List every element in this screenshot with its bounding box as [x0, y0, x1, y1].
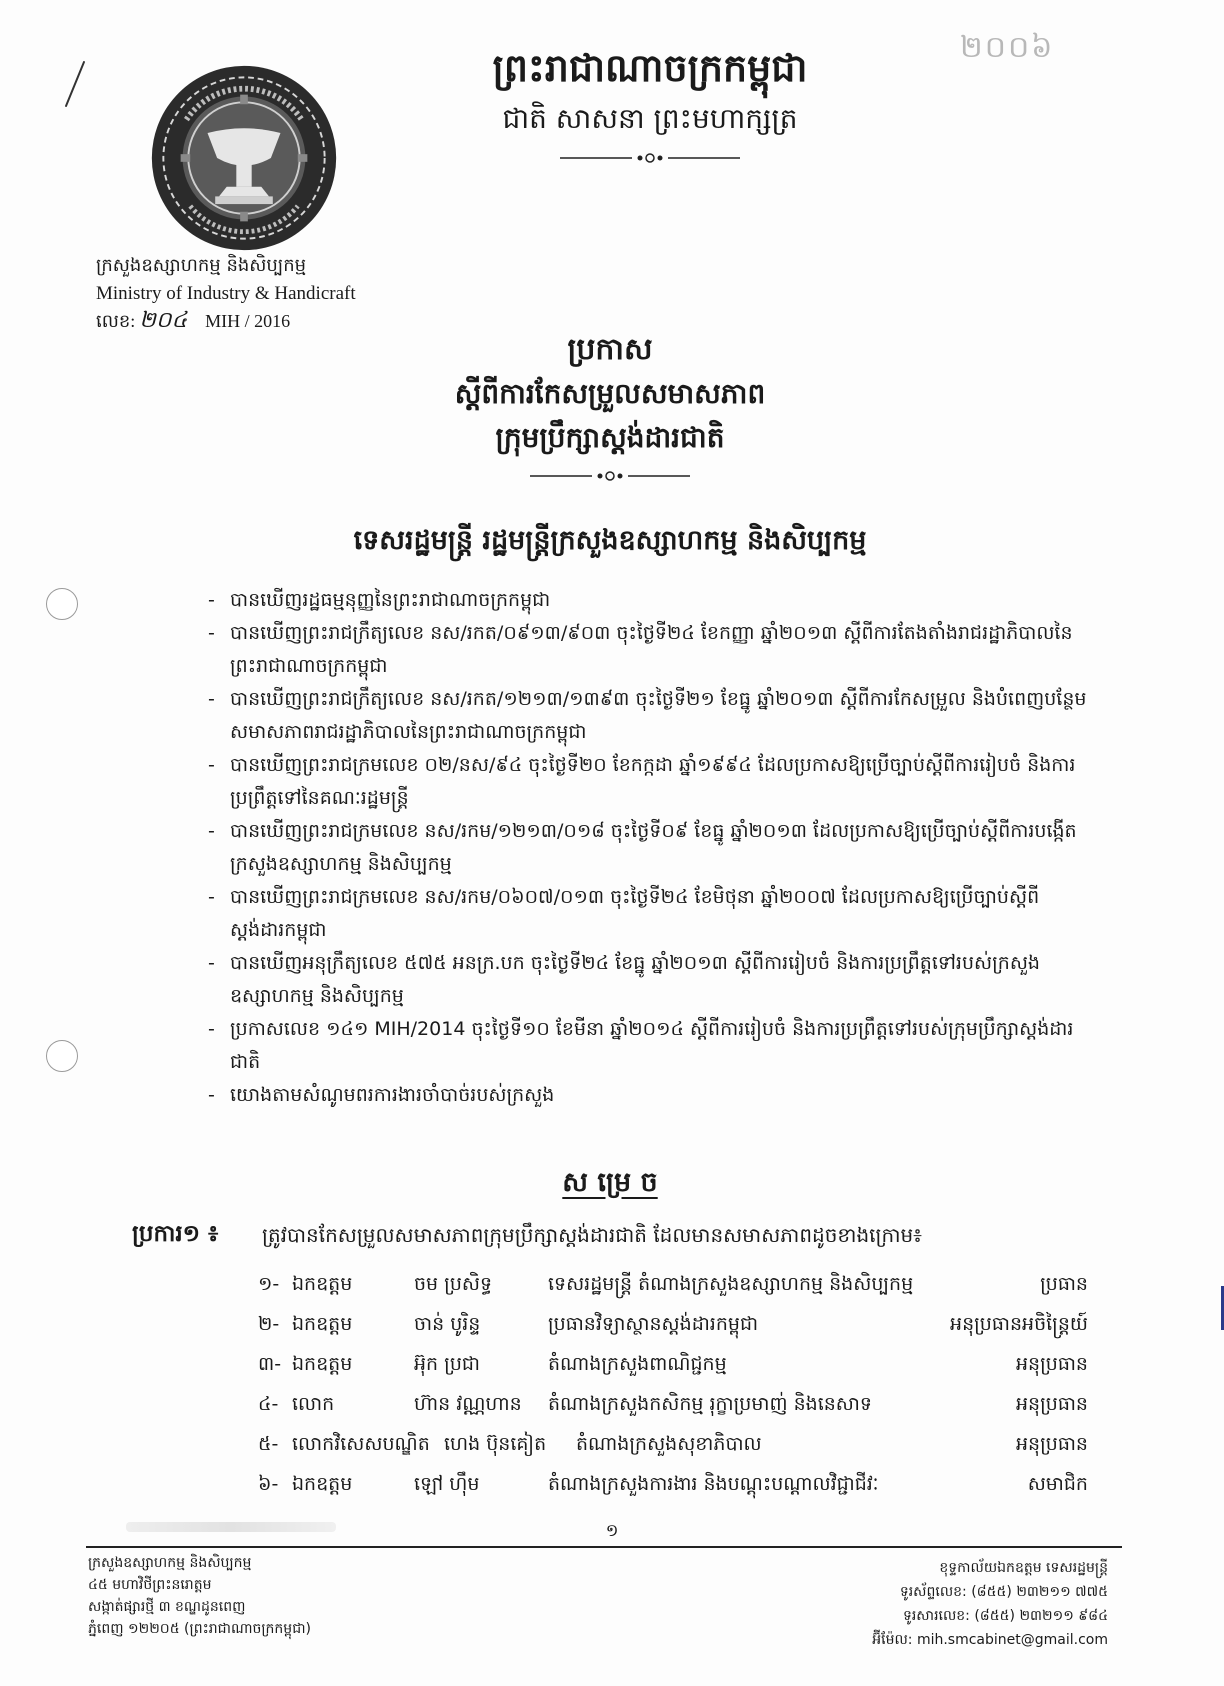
member-name: ចម ប្រសិទ្ធ	[414, 1273, 493, 1295]
proclamation-subject-line-2: ក្រុមប្រឹក្សាស្តង់ដារជាតិ	[495, 421, 725, 454]
handwritten-stroke-mark	[60, 60, 90, 110]
document-number-stamp: ២០០៦	[960, 30, 1055, 65]
member-representation: ប្រធានវិទ្យាស្ថានស្តង់ដារកម្ពុជា	[548, 1313, 759, 1335]
binder-hole-top	[46, 588, 78, 620]
member-representation: តំណាងក្រសួងពាណិជ្ជកម្ម	[548, 1353, 727, 1375]
ministry-seal-icon	[148, 62, 340, 254]
ministry-identity	[96, 252, 416, 334]
member-row	[258, 1306, 1088, 1346]
footer-address-line: សង្កាត់ផ្សារថ្មី ៣ ខណ្ឌដូនពេញ	[88, 1599, 246, 1615]
reference-handwritten-number: ២០៤	[139, 308, 188, 333]
member-honorific: ឯកឧត្តម	[292, 1313, 353, 1335]
member-row	[258, 1466, 1088, 1506]
member-name: ចាន់ បូរិន្ទ	[414, 1313, 481, 1335]
reference-item: - បានឃើញព្រះរាជក្រឹត្យលេខ នស/រកត/១២១៣/១៣៩៣ ចុះថ្ងៃទី២១ ខែធ្នូ ឆ្នាំ២០១៣ ស្តីពីការកែសម្រួល និងបំពេញបន្ថែមសមាសភាពរាជរដ្ឋាភិបាលនៃព្រះរាជាណាចក្រកម្ពុជា	[208, 683, 1088, 749]
page-number: ១	[605, 1521, 619, 1541]
footer-contact-line: ទូរសារលេខ: (៨៥៥) ២៣២១១ ៩៨៤	[902, 1608, 1108, 1624]
footer-address-line: ៤៥ មហាវិថីព្រះនរោត្តម	[88, 1577, 212, 1593]
member-role: អនុប្រធាន	[1016, 1433, 1088, 1455]
ornament-divider-icon	[560, 152, 740, 164]
member-row	[258, 1346, 1088, 1386]
proclamation-title	[300, 328, 920, 482]
footer-divider	[86, 1546, 1122, 1548]
ornament-divider-icon	[530, 470, 690, 482]
member-row	[258, 1386, 1088, 1426]
member-name: ឡៅ ហ៊ឹម	[414, 1473, 480, 1495]
member-number: ៣-	[258, 1353, 282, 1375]
proclamation-subject-line-1: ស្តីពីការកែសម្រួលសមាសភាព	[454, 377, 766, 410]
article-1-text: ត្រូវបានកែសម្រួលសមាសភាពក្រុមប្រឹក្សាស្តង់ដារជាតិ ដែលមានសមាសភាពដូចខាងក្រោម៖	[262, 1223, 922, 1247]
member-role: អនុប្រធានអចិន្ត្រៃយ៍	[950, 1313, 1088, 1335]
member-row	[258, 1266, 1088, 1306]
reference-item: - យោងតាមសំណូមពរការងារចាំបាច់របស់ក្រសួង	[208, 1079, 1088, 1112]
member-honorific: ឯកឧត្តម	[292, 1353, 353, 1375]
member-number: ១-	[258, 1273, 280, 1295]
member-representation: ទេសរដ្ឋមន្ត្រី តំណាងក្រសួងឧស្សាហកម្ម និងសិប្បកម្ម	[548, 1273, 914, 1295]
member-number: ៥-	[258, 1433, 279, 1455]
member-role: អនុប្រធាន	[1016, 1393, 1088, 1415]
reference-list	[208, 584, 1088, 1112]
ministry-name-khmer: ក្រសួងឧស្សាហកម្ម និងសិប្បកម្ម	[96, 255, 307, 276]
faint-stamp-mark	[126, 1522, 336, 1532]
ministry-name-english: Ministry of Industry & Handicraft	[96, 283, 356, 304]
member-name: អ៊ុក ប្រជា	[414, 1353, 480, 1375]
footer-address-line: ភ្នំពេញ ១២២០៥ (ព្រះរាជាណាចក្រកម្ពុជា)	[88, 1621, 311, 1637]
reference-item: - បានឃើញព្រះរាជក្រឹត្យលេខ នស/រកត/០៩១៣/៩០៣ ចុះថ្ងៃទី២៤ ខែកញ្ញា ឆ្នាំ២០១៣ ស្តីពីការតែងតាំងរាជរដ្ឋាភិបាលនៃព្រះរាជាណាចក្រកម្ពុជា	[208, 617, 1088, 683]
member-number: ២-	[258, 1313, 280, 1335]
reference-item: - បានឃើញព្រះរាជក្រមលេខ នស/រកម/០៦០៧/០១៣ ចុះថ្ងៃទី២៤ ខែមិថុនា ឆ្នាំ២០០៧ ដែលប្រកាសឱ្យប្រើច្បាប់ស្តីពីស្តង់ដារកម្ពុជា	[208, 881, 1088, 947]
reference-item: - ប្រកាសលេខ ១៤១ MIH/2014 ចុះថ្ងៃទី១០ ខែមីនា ឆ្នាំ២០១៤ ស្តីពីការរៀបចំ និងការប្រព្រឹត្តទៅរបស់ក្រុមប្រឹក្សាស្តង់ដារជាតិ	[208, 1013, 1088, 1079]
reference-item: - បានឃើញព្រះរាជក្រមលេខ ០២/នស/៩៤ ចុះថ្ងៃទី២០ ខែកក្កដា ឆ្នាំ១៩៩៤ ដែលប្រកាសឱ្យប្រើច្បាប់ស្តីពីការរៀបចំ និងការប្រព្រឹត្តទៅនៃគណៈរដ្ឋមន្ត្រី	[208, 749, 1088, 815]
member-number: ៦-	[258, 1473, 279, 1495]
kingdom-title: ព្រះរាជាណាចក្រកម្ពុជា	[492, 45, 808, 90]
member-representation: តំណាងក្រសួងការងារ និងបណ្តុះបណ្តាលវិជ្ជាជីវៈ	[548, 1473, 879, 1495]
article-1-label: ប្រការ១ ៖	[132, 1220, 219, 1247]
reference-item: - បានឃើញរដ្ឋធម្មនុញ្ញនៃព្រះរាជាណាចក្រកម្ពុជា	[208, 584, 1088, 617]
footer-contact-line: ខុទ្ទកាល័យឯកឧត្តម ទេសរដ្ឋមន្ត្រី	[939, 1560, 1108, 1576]
reference-item: - បានឃើញព្រះរាជក្រមលេខ នស/រកម/១២១៣/០១៨ ចុះថ្ងៃទី០៩ ខែធ្នូ ឆ្នាំ២០១៣ ដែលប្រកាសឱ្យប្រើច្បាប់ស្តីពីការបង្កើតក្រសួងឧស្សាហកម្ម និងសិប្បកម្ម	[208, 815, 1088, 881]
member-representation: តំណាងក្រសួងកសិកម្ម រុក្ខាប្រមាញ់ និងនេសាទ	[548, 1393, 872, 1415]
member-role: សមាជិក	[1027, 1473, 1088, 1495]
footer-contact-line: ទូរស័ព្ទលេខ: (៨៥៥) ២៣២១១ ៧៧៥	[899, 1584, 1108, 1600]
proclamation-word: ប្រកាស	[567, 332, 653, 367]
member-role: ប្រធាន	[1040, 1273, 1088, 1295]
binder-hole-bottom	[46, 1040, 78, 1072]
member-honorific: លោកវិសេសបណ្ឌិត	[292, 1433, 430, 1455]
kingdom-motto: ជាតិ សាសនា ព្រះមហាក្សត្រ	[502, 102, 798, 135]
reference-suffix: MIH / 2016	[205, 311, 291, 331]
footer-address	[88, 1552, 508, 1640]
member-name: ហ៊ាន វណ្ណហាន	[414, 1393, 522, 1415]
footer-address-line: ក្រសួងឧស្សាហកម្ម និងសិប្បកម្ម	[88, 1555, 252, 1571]
member-row	[258, 1426, 1088, 1466]
member-honorific: ឯកឧត្តម	[292, 1473, 353, 1495]
council-member-list	[258, 1266, 1088, 1506]
member-honorific: ឯកឧត្តម	[292, 1273, 353, 1295]
member-honorific: លោក	[292, 1393, 335, 1415]
minister-title: ទេសរដ្ឋមន្ត្រី រដ្ឋមន្ត្រីក្រសួងឧស្សាហកម្ម និងសិប្បកម្ម	[353, 525, 867, 556]
reference-item: - បានឃើញអនុក្រឹត្យលេខ ៥៧៥ អនក្រ.បក ចុះថ្ងៃទី២៤ ខែធ្នូ ឆ្នាំ២០១៣ ស្តីពីការរៀបចំ និងការប្រព្រឹត្តទៅរបស់ក្រសួងឧស្សាហកម្ម និងសិប្បកម្ម	[208, 947, 1088, 1013]
footer-contact	[688, 1556, 1108, 1652]
reference-prefix: លេខ:	[96, 311, 136, 331]
member-name: ហេង ប៊ុនគៀត	[444, 1433, 547, 1455]
member-representation: តំណាងក្រសួងសុខាភិបាល	[576, 1433, 762, 1455]
kingdom-header	[420, 40, 880, 164]
decision-heading: ស ម្រេ ច	[562, 1167, 658, 1198]
member-role: អនុប្រធាន	[1016, 1353, 1088, 1375]
member-number: ៤-	[258, 1393, 279, 1415]
footer-contact-line: អ៊ីម៉ែល: mih.smcabinet@gmail.com	[872, 1632, 1108, 1648]
